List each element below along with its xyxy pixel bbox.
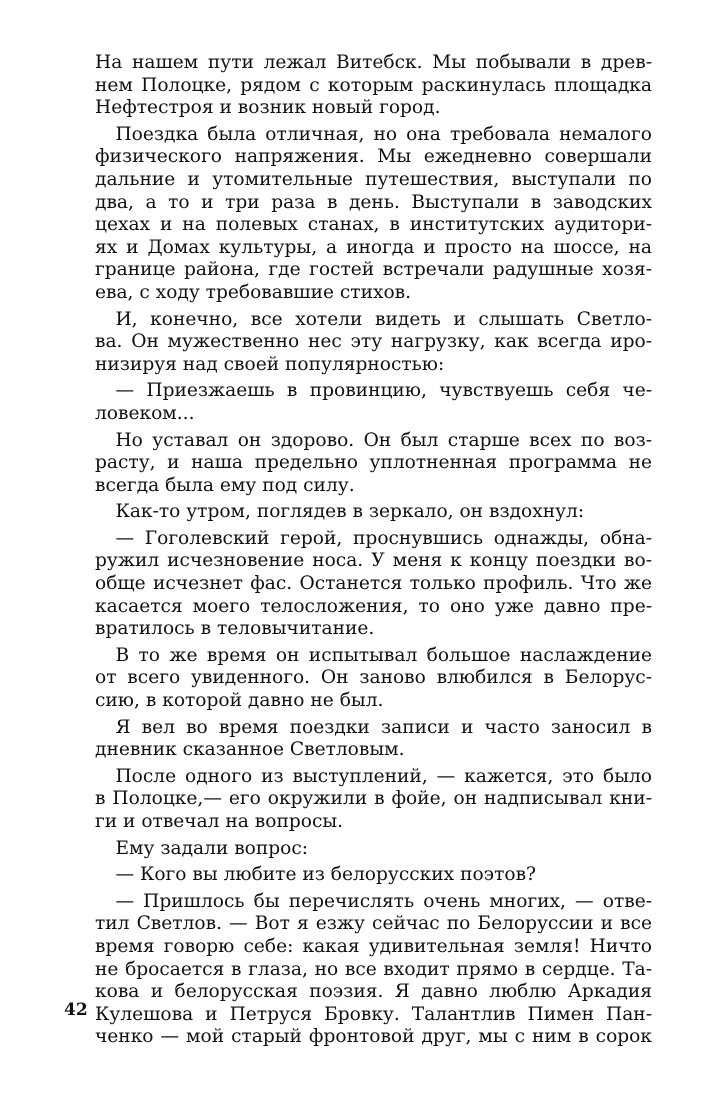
text-line: границе района, где гостей встречали радушные хозя- [95, 259, 652, 281]
text-line: физического напряжения. Мы ежедневно совершали [95, 146, 652, 168]
text-line: — Гоголевский герой, проснувшись однажды, обна- [115, 527, 652, 549]
text-line: ева, с ходу требовавшие стихов. [95, 281, 412, 303]
text-line: — Пришлось бы перечислять очень многих, — отве- [115, 890, 652, 912]
text-line: Я вел во время поездки записи и часто заносил в [115, 716, 652, 738]
text-line: сию, в которой давно не был. [95, 690, 384, 712]
text-line: Нефтестроя и возник новый город. [95, 97, 441, 119]
text-line: два, а то и три раза в день. Выступали в заводских [95, 191, 652, 213]
text-line: ченко — мой старый фронтовой друг, мы с ним в сорок [95, 1026, 652, 1048]
paragraph [95, 430, 652, 498]
text-line: И, конечно, все хотели видеть и слышать Светло- [115, 308, 652, 330]
text-line: дальние и утомительные путешествия, выступали по [95, 168, 652, 190]
text-line: дневник сказанное Светловым. [95, 739, 405, 761]
text-line: — Кого вы любите из белорусских поэтов? [115, 864, 537, 886]
paragraph [95, 501, 652, 524]
text-line: После одного из выступлений, — кажется, это было [115, 765, 652, 787]
paragraph [95, 124, 652, 305]
text-line: тил Светлов. — Вот я езжу сейчас по Белоруссии и все [95, 913, 652, 935]
text-line: ва. Он мужественно нес эту нагрузку, как всегда иро- [95, 331, 652, 353]
paragraph [95, 766, 652, 834]
text-line: не бросается в глаза, но все входит прямо в сердце. Та- [95, 958, 652, 980]
text-line: касается моего телосложения, то оно уже давно пре- [95, 595, 652, 617]
text-line: кова и белорусская поэзия. Я давно люблю Аркадия [95, 981, 652, 1003]
text-line: в Полоцке,— его окружили в фойе, он надписывал кни- [95, 788, 652, 810]
text-line: нем Полоцке, рядом с которым раскинулась площадка [95, 74, 652, 96]
text-line: низируя над своей популярностью: [95, 353, 445, 375]
text-line: расту, и наша предельно уплотненная программа не [95, 452, 652, 474]
text-line: ловеком... [95, 402, 195, 424]
text-line: Как-то утром, поглядев в зеркало, он вздохнул: [115, 501, 585, 523]
text-line: цехах и на полевых станах, в институтских аудитори- [95, 214, 652, 236]
text-line: Ему задали вопрос: [115, 837, 309, 859]
text-line: Поездка была отличная, но она требовала немалого [115, 123, 652, 145]
text-line: В то же время он испытывал большое наслаждение [115, 644, 652, 666]
text-line: всегда была ему под силу. [95, 474, 355, 496]
paragraph [95, 309, 652, 377]
text-line: ях и Домах культуры, а иногда и просто на шоссе, на [95, 236, 652, 258]
paragraph [95, 528, 652, 641]
paragraph [95, 864, 652, 887]
text-line: от всего увиденного. Он заново влюбился в Белорус- [95, 667, 652, 689]
paragraph [95, 891, 652, 1049]
paragraph [95, 380, 652, 425]
paragraph [95, 717, 652, 762]
text-line: время говорю себе: какая удивительная земля! Ничто [95, 935, 652, 957]
page-body [95, 52, 652, 1053]
paragraph [95, 52, 652, 120]
text-line: Но уставал он здорово. Он был старше всех по воз- [115, 429, 652, 451]
text-line: На нашем пути лежал Витебск. Мы побывали в древ- [95, 52, 652, 73]
text-line: — Приезжаешь в провинцию, чувствуешь себя че- [115, 380, 652, 402]
page-number: 42 [64, 1000, 88, 1020]
text-line: Кулешова и Петруся Бровку. Талантлив Пимен Пан- [95, 1003, 652, 1025]
text-line: вратилось в теловычитание. [95, 618, 375, 640]
paragraph [95, 645, 652, 713]
text-line: обще исчезнет фас. Останется только профиль. Что же [95, 573, 652, 595]
text-line: ги и отвечал на вопросы. [95, 811, 344, 832]
text-line: ружил исчезновение носа. У меня к концу поездки во- [95, 550, 652, 572]
paragraph [95, 838, 652, 861]
